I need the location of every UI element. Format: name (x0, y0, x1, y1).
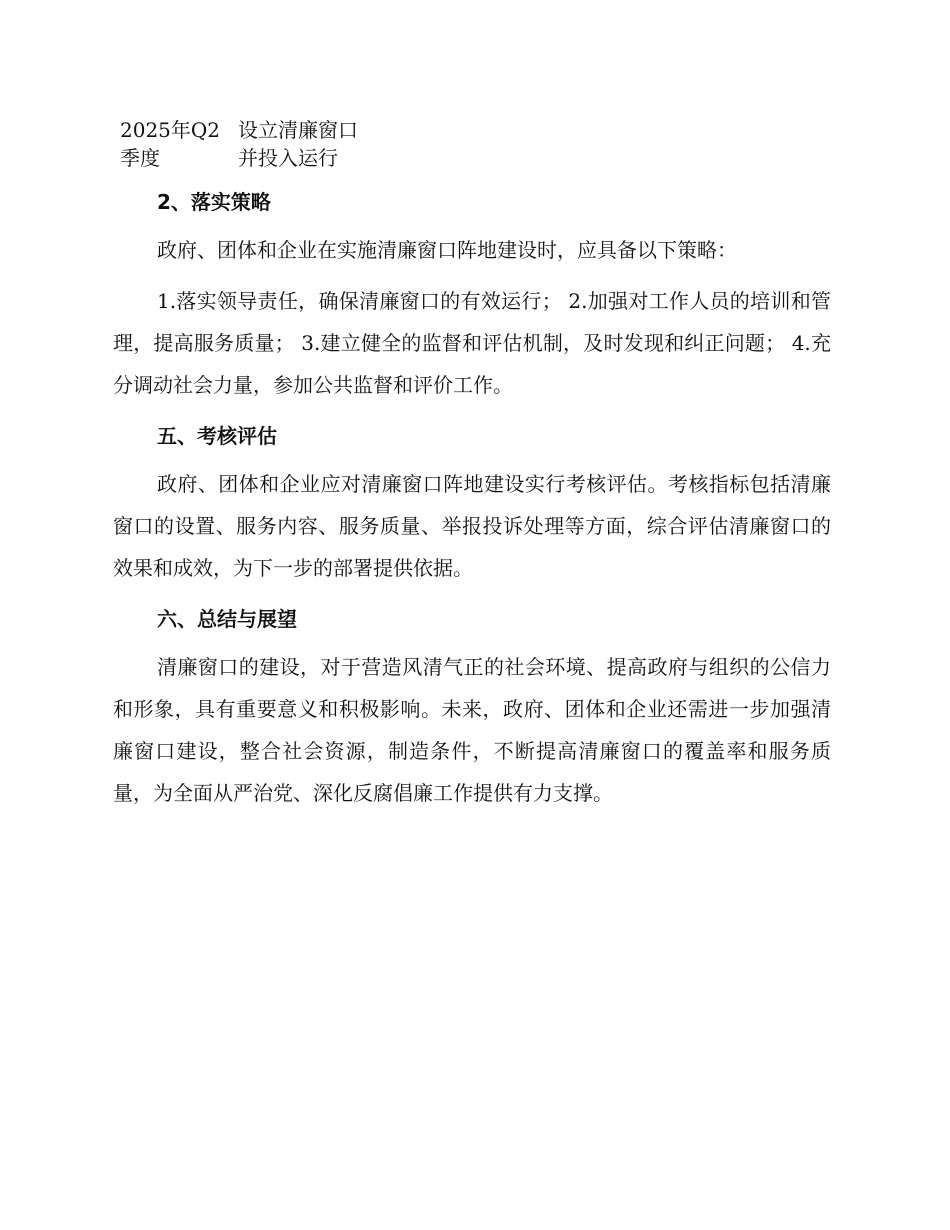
assessment-paragraph: 政府、团体和企业应对清廉窗口阵地建设实行考核评估。考核指标包括清廉窗口的设置、服务内容、服务质量、举报投诉处理等方面，综合评估清廉窗口的效果和成效，为下一步的部署提供依据。 (113, 472, 831, 580)
section-heading-assessment: 五、考核评估 (157, 424, 277, 448)
strategy-items-paragraph: 1.落实领导责任，确保清廉窗口的有效运行； 2.加强对工作人员的培训和管理，提高服务质量； 3.建立健全的监督和评估机制，及时发现和纠正问题； 4.充分调动社会力量，参加公共监督和评价工作。 (113, 289, 831, 397)
table-cell-period: 季度 (120, 146, 160, 170)
table-row (120, 144, 420, 172)
strategy-intro-paragraph: 政府、团体和企业在实施清廉窗口阵地建设时，应具备以下策略： (157, 238, 737, 262)
section-heading-strategy: 2、落实策略 (157, 190, 271, 214)
section-heading-summary: 六、总结与展望 (157, 607, 297, 631)
schedule-table-fragment (120, 116, 420, 172)
table-cell-task: 并投入运行 (238, 146, 338, 170)
document-body (113, 184, 831, 814)
table-row (120, 116, 420, 144)
table-cell-period: 2025年Q2 (120, 118, 221, 142)
summary-paragraph: 清廉窗口的建设，对于营造风清气正的社会环境、提高政府与组织的公信力和形象，具有重要意义和积极影响。未来，政府、团体和企业还需进一步加强清廉窗口建设，整合社会资源，制造条件，不断提高清廉窗口的覆盖率和服务质量，为全面从严治党、深化反腐倡廉工作提供有力支撑。 (113, 655, 831, 805)
table-cell-task: 设立清廉窗口 (238, 118, 358, 142)
